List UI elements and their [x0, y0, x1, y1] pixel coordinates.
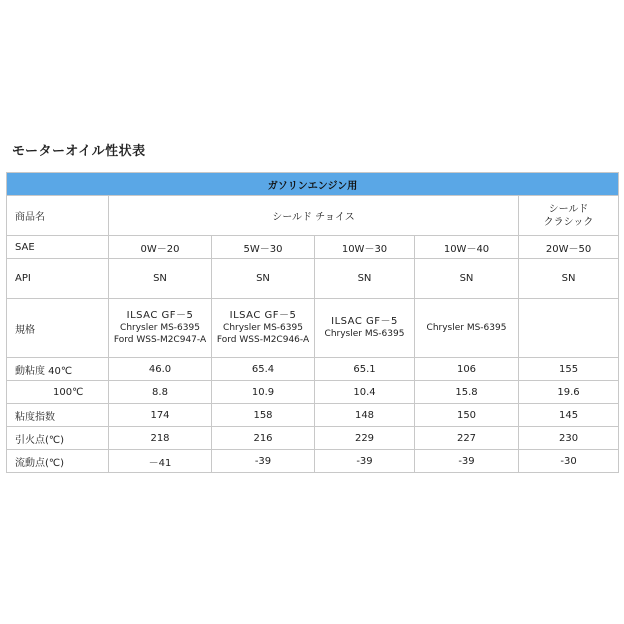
standard-line: Ford WSS-M2C946-A [216, 335, 310, 345]
api-cell: SN [212, 259, 315, 299]
api-cell: SN [415, 259, 519, 299]
viscosity-index-cell: 174 [109, 404, 212, 427]
viscosity-40-cell: 155 [519, 358, 619, 381]
viscosity-40-cell: 46.0 [109, 358, 212, 381]
viscosity-index-cell: 158 [212, 404, 315, 427]
standard-line: ILSAC GF－5 [126, 310, 194, 321]
standard-cell [519, 299, 619, 358]
sae-cell: 10W－30 [315, 236, 415, 259]
gasoline-engine-banner: ガソリンエンジン用 [7, 173, 619, 196]
table-banner-row [7, 173, 619, 196]
row-header-sae: SAE [7, 236, 109, 259]
page-title: モーターオイル性状表 [12, 144, 146, 159]
api-cell: SN [109, 259, 212, 299]
viscosity-100-cell: 10.9 [212, 381, 315, 404]
row-header-viscosity-40: 動粘度 40℃ [7, 358, 109, 381]
viscosity-40-cell: 106 [415, 358, 519, 381]
flash-point-cell: 227 [415, 427, 519, 450]
pour-point-cell: -39 [415, 450, 519, 473]
row-header-pour-point: 流動点(℃) [7, 450, 109, 473]
table-row [7, 196, 619, 236]
table-row [7, 404, 619, 427]
sae-cell: 0W－20 [109, 236, 212, 259]
table-row [7, 450, 619, 473]
product-name-shield-classic [519, 196, 619, 236]
standard-line: ILSAC GF－5 [229, 310, 297, 321]
standard-line: Chrysler MS-6395 [223, 323, 303, 333]
pour-point-cell: -30 [519, 450, 619, 473]
table-row [7, 236, 619, 259]
api-cell: SN [519, 259, 619, 299]
pour-point-cell: －41 [109, 450, 212, 473]
product-name-shield-choice: シールド チョイス [109, 196, 519, 236]
viscosity-100-cell: 15.8 [415, 381, 519, 404]
viscosity-index-cell: 145 [519, 404, 619, 427]
flash-point-cell: 230 [519, 427, 619, 450]
pour-point-cell: -39 [315, 450, 415, 473]
sae-cell: 10W－40 [415, 236, 519, 259]
row-header-api: API [7, 259, 109, 299]
product-name-line: クラシック [543, 216, 594, 228]
row-header-viscosity-index: 粘度指数 [7, 404, 109, 427]
table-row [7, 358, 619, 381]
flash-point-cell: 216 [212, 427, 315, 450]
row-header-standard: 規格 [7, 299, 109, 358]
table-row [7, 299, 619, 358]
viscosity-40-cell: 65.4 [212, 358, 315, 381]
table-row [7, 259, 619, 299]
sae-cell: 5W－30 [212, 236, 315, 259]
standard-line: ILSAC GF－5 [331, 316, 398, 327]
standard-line: Chrysler MS-6395 [324, 329, 405, 339]
viscosity-index-cell: 150 [415, 404, 519, 427]
standard-line: Chrysler MS-6395 [426, 323, 507, 333]
row-header-product: 商品名 [7, 196, 109, 236]
api-cell: SN [315, 259, 415, 299]
viscosity-100-cell: 10.4 [315, 381, 415, 404]
standard-cell [212, 299, 315, 358]
viscosity-100-cell: 8.8 [109, 381, 212, 404]
flash-point-cell: 229 [315, 427, 415, 450]
viscosity-40-cell: 65.1 [315, 358, 415, 381]
row-header-viscosity-100: 100℃ [7, 381, 109, 404]
sae-cell: 20W－50 [519, 236, 619, 259]
product-name-line: シールド [548, 203, 589, 215]
oil-properties-table [6, 172, 619, 473]
pour-point-cell: -39 [212, 450, 315, 473]
row-header-flash-point: 引火点(℃) [7, 427, 109, 450]
standard-cell [315, 299, 415, 358]
table-row [7, 427, 619, 450]
table-row [7, 381, 619, 404]
standard-line: Chrysler MS-6395 [120, 323, 200, 333]
viscosity-100-cell: 19.6 [519, 381, 619, 404]
viscosity-index-cell: 148 [315, 404, 415, 427]
standard-line: Ford WSS-M2C947-A [113, 335, 207, 345]
flash-point-cell: 218 [109, 427, 212, 450]
standard-cell [415, 299, 519, 358]
standard-cell [109, 299, 212, 358]
